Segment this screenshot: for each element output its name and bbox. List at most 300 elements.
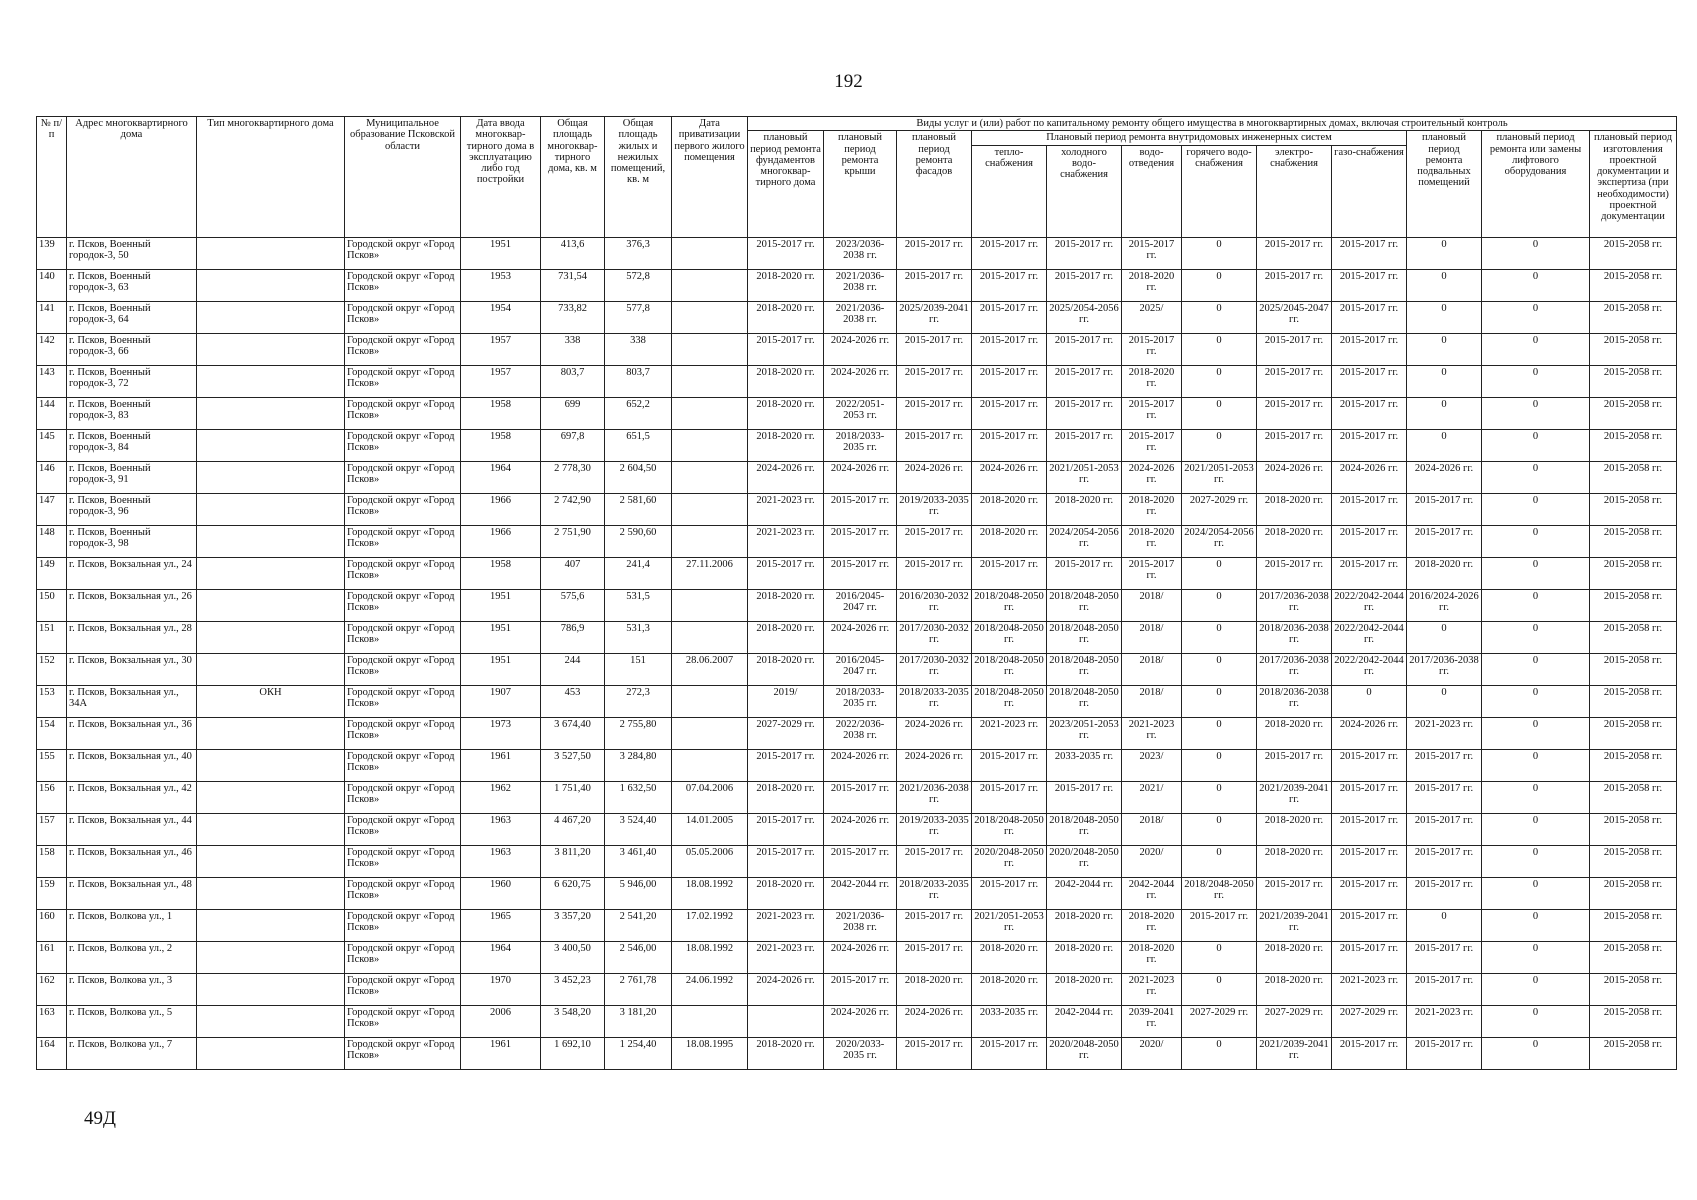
row-privatization: 14.01.2005 xyxy=(672,813,748,845)
row-design: 2015-2058 гг. xyxy=(1590,269,1677,301)
row-privatization: 17.02.1992 xyxy=(672,909,748,941)
row-year: 1957 xyxy=(461,333,541,365)
header-basement: плановый период ремонта подвальных помещений xyxy=(1407,131,1482,237)
row-type xyxy=(197,621,345,653)
row-design: 2015-2058 гг. xyxy=(1590,557,1677,589)
row-total-area: 1 692,10 xyxy=(541,1037,605,1069)
row-basement: 0 xyxy=(1407,269,1482,301)
row-basement: 0 xyxy=(1407,365,1482,397)
row-total-area: 3 811,20 xyxy=(541,845,605,877)
row-year: 1970 xyxy=(461,973,541,1005)
row-living-area: 652,2 xyxy=(605,397,672,429)
header-works-group: Виды услуг и (или) работ по капитальному ремонту общего имущества в многоквартирных домах, включая строительный контроль xyxy=(748,117,1677,131)
row-municipality: Городской округ «Город Псков» xyxy=(345,845,461,877)
row-design: 2015-2058 гг. xyxy=(1590,813,1677,845)
row-address: г. Псков, Волкова ул., 5 xyxy=(67,1005,197,1037)
row-municipality: Городской округ «Город Псков» xyxy=(345,333,461,365)
row-municipality: Городской округ «Город Псков» xyxy=(345,973,461,1005)
row-year: 1961 xyxy=(461,1037,541,1069)
row-gas: 2015-2017 гг. xyxy=(1332,909,1407,941)
row-basement: 2015-2017 гг. xyxy=(1407,973,1482,1005)
row-number: 150 xyxy=(37,589,67,621)
row-basement: 2015-2017 гг. xyxy=(1407,1037,1482,1069)
row-year: 2006 xyxy=(461,1005,541,1037)
row-basement: 0 xyxy=(1407,429,1482,461)
table-row xyxy=(37,301,1677,333)
table-row xyxy=(37,877,1677,909)
row-foundation: 2018-2020 гг. xyxy=(748,365,824,397)
row-elevator: 0 xyxy=(1482,1005,1590,1037)
row-hot-water: 0 xyxy=(1182,1037,1257,1069)
row-number: 155 xyxy=(37,749,67,781)
row-type xyxy=(197,493,345,525)
row-hot-water: 0 xyxy=(1182,845,1257,877)
row-cold-water: 2025/2054-2056 гг. xyxy=(1047,301,1122,333)
row-privatization: 18.08.1992 xyxy=(672,877,748,909)
row-privatization xyxy=(672,237,748,269)
row-electric: 2018/2036-2038 гг. xyxy=(1257,621,1332,653)
row-number: 157 xyxy=(37,813,67,845)
row-foundation: 2015-2017 гг. xyxy=(748,845,824,877)
row-address: г. Псков, Вокзальная ул., 46 xyxy=(67,845,197,877)
row-elevator: 0 xyxy=(1482,653,1590,685)
row-sewer: 2020/ xyxy=(1122,845,1182,877)
table-row xyxy=(37,525,1677,557)
row-type xyxy=(197,333,345,365)
row-municipality: Городской округ «Город Псков» xyxy=(345,781,461,813)
row-municipality: Городской округ «Город Псков» xyxy=(345,461,461,493)
row-hot-water: 2021/2051-2053 гг. xyxy=(1182,461,1257,493)
row-roof: 2015-2017 гг. xyxy=(824,493,897,525)
row-elevator: 0 xyxy=(1482,717,1590,749)
row-year: 1907 xyxy=(461,685,541,717)
row-cold-water: 2042-2044 гг. xyxy=(1047,877,1122,909)
row-cold-water: 2020/2048-2050 гг. xyxy=(1047,845,1122,877)
row-living-area: 803,7 xyxy=(605,365,672,397)
row-elevator: 0 xyxy=(1482,557,1590,589)
row-type xyxy=(197,461,345,493)
header-num: № п/п xyxy=(37,117,67,238)
row-hot-water: 0 xyxy=(1182,269,1257,301)
row-facade: 2015-2017 гг. xyxy=(897,557,972,589)
row-hot-water: 0 xyxy=(1182,365,1257,397)
table-row xyxy=(37,621,1677,653)
row-foundation: 2015-2017 гг. xyxy=(748,237,824,269)
table-row xyxy=(37,397,1677,429)
row-cold-water: 2015-2017 гг. xyxy=(1047,269,1122,301)
row-facade: 2015-2017 гг. xyxy=(897,333,972,365)
row-facade: 2024-2026 гг. xyxy=(897,1005,972,1037)
row-hot-water: 0 xyxy=(1182,429,1257,461)
row-municipality: Городской округ «Город Псков» xyxy=(345,941,461,973)
row-heat: 2015-2017 гг. xyxy=(972,301,1047,333)
row-gas: 2015-2017 гг. xyxy=(1332,365,1407,397)
row-municipality: Городской округ «Город Псков» xyxy=(345,237,461,269)
row-basement: 0 xyxy=(1407,397,1482,429)
row-municipality: Городской округ «Город Псков» xyxy=(345,1037,461,1069)
row-year: 1951 xyxy=(461,237,541,269)
row-sewer: 2015-2017 гг. xyxy=(1122,429,1182,461)
table-row xyxy=(37,493,1677,525)
row-heat: 2018/2048-2050 гг. xyxy=(972,685,1047,717)
row-foundation: 2024-2026 гг. xyxy=(748,973,824,1005)
row-foundation: 2015-2017 гг. xyxy=(748,749,824,781)
table-row xyxy=(37,1037,1677,1069)
row-facade: 2024-2026 гг. xyxy=(897,717,972,749)
row-foundation: 2018-2020 гг. xyxy=(748,269,824,301)
row-heat: 2018/2048-2050 гг. xyxy=(972,621,1047,653)
row-electric: 2024-2026 гг. xyxy=(1257,461,1332,493)
row-basement: 0 xyxy=(1407,685,1482,717)
row-facade: 2015-2017 гг. xyxy=(897,365,972,397)
table-row xyxy=(37,717,1677,749)
row-type xyxy=(197,717,345,749)
row-elevator: 0 xyxy=(1482,301,1590,333)
row-type xyxy=(197,269,345,301)
row-electric: 2018/2036-2038 гг. xyxy=(1257,685,1332,717)
row-facade: 2017/2030-2032 гг. xyxy=(897,653,972,685)
row-living-area: 272,3 xyxy=(605,685,672,717)
row-type xyxy=(197,813,345,845)
row-elevator: 0 xyxy=(1482,781,1590,813)
row-year: 1965 xyxy=(461,909,541,941)
row-address: г. Псков, Волкова ул., 3 xyxy=(67,973,197,1005)
row-electric: 2015-2017 гг. xyxy=(1257,429,1332,461)
row-number: 149 xyxy=(37,557,67,589)
row-roof: 2021/2036-2038 гг. xyxy=(824,909,897,941)
row-roof: 2022/2036-2038 гг. xyxy=(824,717,897,749)
row-design: 2015-2058 гг. xyxy=(1590,877,1677,909)
row-roof: 2024-2026 гг. xyxy=(824,1005,897,1037)
row-hot-water: 0 xyxy=(1182,653,1257,685)
table-row xyxy=(37,365,1677,397)
row-privatization: 28.06.2007 xyxy=(672,653,748,685)
row-basement: 2021-2023 гг. xyxy=(1407,1005,1482,1037)
row-basement: 0 xyxy=(1407,333,1482,365)
row-heat: 2024-2026 гг. xyxy=(972,461,1047,493)
row-number: 164 xyxy=(37,1037,67,1069)
row-privatization xyxy=(672,589,748,621)
row-year: 1953 xyxy=(461,269,541,301)
row-roof: 2042-2044 гг. xyxy=(824,877,897,909)
row-municipality: Городской округ «Город Псков» xyxy=(345,493,461,525)
table-body xyxy=(37,237,1677,1069)
row-number: 162 xyxy=(37,973,67,1005)
row-living-area: 241,4 xyxy=(605,557,672,589)
row-heat: 2018-2020 гг. xyxy=(972,493,1047,525)
row-municipality: Городской округ «Город Псков» xyxy=(345,877,461,909)
row-privatization: 05.05.2006 xyxy=(672,845,748,877)
row-foundation: 2018-2020 гг. xyxy=(748,621,824,653)
row-living-area: 577,8 xyxy=(605,301,672,333)
row-type xyxy=(197,1005,345,1037)
row-type xyxy=(197,1037,345,1069)
row-electric: 2015-2017 гг. xyxy=(1257,237,1332,269)
row-municipality: Городской округ «Город Псков» xyxy=(345,429,461,461)
row-elevator: 0 xyxy=(1482,365,1590,397)
row-elevator: 0 xyxy=(1482,237,1590,269)
row-elevator: 0 xyxy=(1482,749,1590,781)
row-basement: 2015-2017 гг. xyxy=(1407,781,1482,813)
row-privatization xyxy=(672,717,748,749)
row-basement: 0 xyxy=(1407,621,1482,653)
row-type xyxy=(197,237,345,269)
row-hot-water: 0 xyxy=(1182,685,1257,717)
header-living-area: Общая площадь жилых и нежилых помещений, кв. м xyxy=(605,117,672,238)
row-sewer: 2025/ xyxy=(1122,301,1182,333)
row-electric: 2015-2017 гг. xyxy=(1257,397,1332,429)
row-heat: 2015-2017 гг. xyxy=(972,237,1047,269)
row-municipality: Городской округ «Город Псков» xyxy=(345,685,461,717)
row-hot-water: 0 xyxy=(1182,397,1257,429)
row-sewer: 2024-2026 гг. xyxy=(1122,461,1182,493)
row-elevator: 0 xyxy=(1482,621,1590,653)
row-gas: 2021-2023 гг. xyxy=(1332,973,1407,1005)
row-year: 1958 xyxy=(461,397,541,429)
table-row xyxy=(37,237,1677,269)
row-facade: 2018-2020 гг. xyxy=(897,973,972,1005)
row-gas: 2022/2042-2044 гг. xyxy=(1332,653,1407,685)
row-electric: 2017/2036-2038 гг. xyxy=(1257,653,1332,685)
row-municipality: Городской округ «Город Псков» xyxy=(345,653,461,685)
row-year: 1962 xyxy=(461,781,541,813)
row-type xyxy=(197,845,345,877)
row-cold-water: 2024/2054-2056 гг. xyxy=(1047,525,1122,557)
row-address: г. Псков, Вокзальная ул., 42 xyxy=(67,781,197,813)
row-heat: 2015-2017 гг. xyxy=(972,365,1047,397)
row-design: 2015-2058 гг. xyxy=(1590,589,1677,621)
row-foundation: 2018-2020 гг. xyxy=(748,1037,824,1069)
header-electric: электро-снабжения xyxy=(1257,145,1332,237)
row-number: 159 xyxy=(37,877,67,909)
row-gas: 2015-2017 гг. xyxy=(1332,429,1407,461)
row-roof: 2016/2045-2047 гг. xyxy=(824,653,897,685)
row-sewer: 2018-2020 гг. xyxy=(1122,365,1182,397)
row-design: 2015-2058 гг. xyxy=(1590,909,1677,941)
row-heat: 2018-2020 гг. xyxy=(972,941,1047,973)
row-hot-water: 0 xyxy=(1182,301,1257,333)
row-foundation: 2019/ xyxy=(748,685,824,717)
row-municipality: Городской округ «Город Псков» xyxy=(345,301,461,333)
row-roof: 2015-2017 гг. xyxy=(824,525,897,557)
row-total-area: 733,82 xyxy=(541,301,605,333)
row-number: 146 xyxy=(37,461,67,493)
row-design: 2015-2058 гг. xyxy=(1590,749,1677,781)
row-total-area: 338 xyxy=(541,333,605,365)
row-number: 154 xyxy=(37,717,67,749)
row-total-area: 699 xyxy=(541,397,605,429)
row-total-area: 413,6 xyxy=(541,237,605,269)
row-heat: 2015-2017 гг. xyxy=(972,877,1047,909)
row-cold-water: 2018/2048-2050 гг. xyxy=(1047,621,1122,653)
row-foundation: 2018-2020 гг. xyxy=(748,301,824,333)
row-privatization xyxy=(672,301,748,333)
row-heat: 2015-2017 гг. xyxy=(972,429,1047,461)
row-address: г. Псков, Военный городок-3, 72 xyxy=(67,365,197,397)
row-privatization xyxy=(672,429,748,461)
row-cold-water: 2015-2017 гг. xyxy=(1047,781,1122,813)
row-living-area: 2 541,20 xyxy=(605,909,672,941)
row-basement: 2024-2026 гг. xyxy=(1407,461,1482,493)
table-row xyxy=(37,589,1677,621)
row-privatization: 18.08.1992 xyxy=(672,941,748,973)
table-row xyxy=(37,845,1677,877)
row-heat: 2015-2017 гг. xyxy=(972,397,1047,429)
row-living-area: 3 461,40 xyxy=(605,845,672,877)
row-foundation: 2018-2020 гг. xyxy=(748,781,824,813)
row-sewer: 2018-2020 гг. xyxy=(1122,525,1182,557)
row-number: 158 xyxy=(37,845,67,877)
row-privatization xyxy=(672,749,748,781)
table-row xyxy=(37,429,1677,461)
row-design: 2015-2058 гг. xyxy=(1590,365,1677,397)
row-privatization xyxy=(672,621,748,653)
row-living-area: 2 604,50 xyxy=(605,461,672,493)
row-total-area: 697,8 xyxy=(541,429,605,461)
row-year: 1960 xyxy=(461,877,541,909)
row-heat: 2018-2020 гг. xyxy=(972,525,1047,557)
row-foundation: 2018-2020 гг. xyxy=(748,397,824,429)
row-cold-water: 2021/2051-2053 гг. xyxy=(1047,461,1122,493)
row-address: г. Псков, Вокзальная ул., 34А xyxy=(67,685,197,717)
row-type xyxy=(197,909,345,941)
row-total-area: 3 452,23 xyxy=(541,973,605,1005)
row-foundation: 2021-2023 гг. xyxy=(748,493,824,525)
row-privatization xyxy=(672,269,748,301)
row-municipality: Городской округ «Город Псков» xyxy=(345,717,461,749)
row-sewer: 2015-2017 гг. xyxy=(1122,237,1182,269)
row-gas: 2015-2017 гг. xyxy=(1332,493,1407,525)
row-type xyxy=(197,941,345,973)
row-total-area: 575,6 xyxy=(541,589,605,621)
row-living-area: 151 xyxy=(605,653,672,685)
table-row xyxy=(37,461,1677,493)
table-row xyxy=(37,653,1677,685)
row-municipality: Городской округ «Город Псков» xyxy=(345,589,461,621)
header-address: Адрес многоквартирного дома xyxy=(67,117,197,238)
row-basement: 2021-2023 гг. xyxy=(1407,717,1482,749)
row-living-area: 1 254,40 xyxy=(605,1037,672,1069)
row-year: 1964 xyxy=(461,941,541,973)
row-foundation xyxy=(748,1005,824,1037)
table-header xyxy=(37,117,1677,238)
row-address: г. Псков, Военный городок-3, 84 xyxy=(67,429,197,461)
row-facade: 2017/2030-2032 гг. xyxy=(897,621,972,653)
row-privatization xyxy=(672,493,748,525)
row-privatization xyxy=(672,333,748,365)
row-hot-water: 0 xyxy=(1182,749,1257,781)
row-gas: 2015-2017 гг. xyxy=(1332,941,1407,973)
row-number: 143 xyxy=(37,365,67,397)
row-municipality: Городской округ «Город Псков» xyxy=(345,813,461,845)
row-municipality: Городской округ «Город Псков» xyxy=(345,557,461,589)
row-elevator: 0 xyxy=(1482,909,1590,941)
row-living-area: 376,3 xyxy=(605,237,672,269)
row-design: 2015-2058 гг. xyxy=(1590,941,1677,973)
row-roof: 2021/2036-2038 гг. xyxy=(824,301,897,333)
row-sewer: 2015-2017 гг. xyxy=(1122,333,1182,365)
row-living-area: 3 284,80 xyxy=(605,749,672,781)
row-facade: 2024-2026 гг. xyxy=(897,749,972,781)
row-design: 2015-2058 гг. xyxy=(1590,525,1677,557)
row-heat: 2015-2017 гг. xyxy=(972,1037,1047,1069)
row-municipality: Городской округ «Город Псков» xyxy=(345,365,461,397)
row-address: г. Псков, Волкова ул., 1 xyxy=(67,909,197,941)
row-cold-water: 2018-2020 гг. xyxy=(1047,973,1122,1005)
row-heat: 2018/2048-2050 гг. xyxy=(972,589,1047,621)
row-sewer: 2018-2020 гг. xyxy=(1122,941,1182,973)
row-year: 1966 xyxy=(461,493,541,525)
header-heat: тепло-снабжения xyxy=(972,145,1047,237)
row-elevator: 0 xyxy=(1482,589,1590,621)
row-heat: 2015-2017 гг. xyxy=(972,333,1047,365)
row-heat: 2015-2017 гг. xyxy=(972,749,1047,781)
row-foundation: 2015-2017 гг. xyxy=(748,557,824,589)
row-elevator: 0 xyxy=(1482,333,1590,365)
row-address: г. Псков, Вокзальная ул., 28 xyxy=(67,621,197,653)
row-cold-water: 2023/2051-2053 гг. xyxy=(1047,717,1122,749)
row-electric: 2018-2020 гг. xyxy=(1257,717,1332,749)
row-roof: 2022/2051-2053 гг. xyxy=(824,397,897,429)
row-number: 140 xyxy=(37,269,67,301)
row-cold-water: 2020/2048-2050 гг. xyxy=(1047,1037,1122,1069)
row-municipality: Городской округ «Город Псков» xyxy=(345,525,461,557)
row-elevator: 0 xyxy=(1482,877,1590,909)
row-living-area: 1 632,50 xyxy=(605,781,672,813)
row-heat: 2015-2017 гг. xyxy=(972,557,1047,589)
row-design: 2015-2058 гг. xyxy=(1590,461,1677,493)
row-address: г. Псков, Вокзальная ул., 26 xyxy=(67,589,197,621)
row-address: г. Псков, Вокзальная ул., 44 xyxy=(67,813,197,845)
header-total-area: Общая площадь многоквар-тирного дома, кв. м xyxy=(541,117,605,238)
header-design: плановый период изготовления проектной документации и экспертиза (при необходимости) проектной документации xyxy=(1590,131,1677,237)
row-municipality: Городской округ «Город Псков» xyxy=(345,1005,461,1037)
row-facade: 2016/2030-2032 гг. xyxy=(897,589,972,621)
row-cold-water: 2018/2048-2050 гг. xyxy=(1047,653,1122,685)
row-design: 2015-2058 гг. xyxy=(1590,301,1677,333)
row-sewer: 2021/ xyxy=(1122,781,1182,813)
row-electric: 2015-2017 гг. xyxy=(1257,269,1332,301)
row-total-area: 2 751,90 xyxy=(541,525,605,557)
row-sewer: 2023/ xyxy=(1122,749,1182,781)
row-sewer: 2018/ xyxy=(1122,589,1182,621)
table-row xyxy=(37,557,1677,589)
row-electric: 2018-2020 гг. xyxy=(1257,813,1332,845)
row-electric: 2015-2017 гг. xyxy=(1257,749,1332,781)
row-roof: 2024-2026 гг. xyxy=(824,621,897,653)
row-privatization xyxy=(672,461,748,493)
row-heat: 2021-2023 гг. xyxy=(972,717,1047,749)
header-elevator: плановый период ремонта или замены лифтового оборудования xyxy=(1482,131,1590,237)
row-total-area: 3 357,20 xyxy=(541,909,605,941)
table-row xyxy=(37,1005,1677,1037)
row-roof: 2016/2045-2047 гг. xyxy=(824,589,897,621)
row-foundation: 2024-2026 гг. xyxy=(748,461,824,493)
row-basement: 2015-2017 гг. xyxy=(1407,941,1482,973)
row-sewer: 2018/ xyxy=(1122,813,1182,845)
row-basement: 0 xyxy=(1407,909,1482,941)
table-row xyxy=(37,749,1677,781)
row-gas: 2015-2017 гг. xyxy=(1332,525,1407,557)
table-row xyxy=(37,269,1677,301)
row-sewer: 2021-2023 гг. xyxy=(1122,973,1182,1005)
row-basement: 2015-2017 гг. xyxy=(1407,845,1482,877)
row-gas: 2015-2017 гг. xyxy=(1332,1037,1407,1069)
row-hot-water: 0 xyxy=(1182,333,1257,365)
row-type xyxy=(197,397,345,429)
row-basement: 2015-2017 гг. xyxy=(1407,813,1482,845)
row-living-area: 2 590,60 xyxy=(605,525,672,557)
